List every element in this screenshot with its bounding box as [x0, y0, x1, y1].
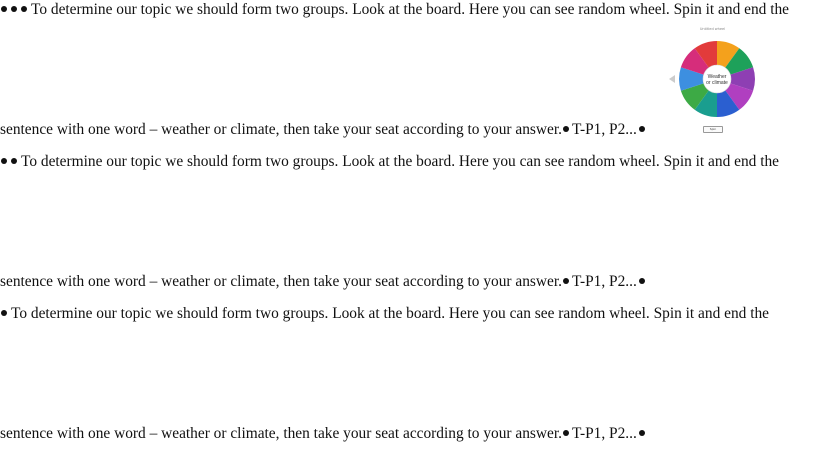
spin-button: Spin: [703, 126, 723, 133]
paragraph-tail: T-P1, P2...: [571, 121, 637, 138]
bullet-icon: [563, 278, 569, 284]
random-wheel-image: [665, 27, 760, 133]
paragraph-2-line-1: [0, 152, 779, 172]
bullet-icon: [11, 158, 17, 164]
paragraph-tail: T-P1, P2...: [571, 273, 637, 290]
wheel-center-text-2: or climate: [706, 80, 728, 86]
paragraph-3-line-1: [0, 304, 769, 324]
bullet-icon: [563, 126, 569, 132]
paragraph-text: To determine our topic we should form two groups. Look at the board. Here you can see random wheel. Spin it and end the: [31, 1, 789, 18]
paragraph-1-line-2: [0, 120, 645, 140]
wheel-graphic: [669, 35, 757, 123]
paragraph-text: To determine our topic we should form two groups. Look at the board. Here you can see random wheel. Spin it and end the: [21, 153, 779, 170]
paragraph-text: sentence with one word – weather or climate, then take your seat according to your answer.: [0, 425, 562, 442]
paragraph-tail: T-P1, P2...: [571, 425, 637, 442]
bullet-icon: [639, 278, 645, 284]
wheel-center-text-1: Weather: [707, 74, 727, 80]
bullet-icon: [1, 6, 7, 12]
paragraph-2-line-2: [0, 272, 645, 292]
bullet-icon: [11, 6, 17, 12]
wheel-title: Untitled wheel: [699, 27, 726, 31]
paragraph-text: To determine our topic we should form two groups. Look at the board. Here you can see random wheel. Spin it and end the: [11, 305, 769, 322]
paragraph-1-line-1: [0, 0, 789, 20]
bullet-icon: [21, 6, 27, 12]
bullet-icon: [1, 310, 7, 316]
wheel-pointer-icon: [669, 75, 675, 83]
paragraph-text: sentence with one word – weather or climate, then take your seat according to your answer.: [0, 121, 562, 138]
bullet-icon: [639, 126, 645, 132]
paragraph-text: sentence with one word – weather or climate, then take your seat according to your answer.: [0, 273, 562, 290]
bullet-icon: [639, 430, 645, 436]
paragraph-3-line-2: [0, 424, 645, 444]
bullet-icon: [1, 158, 7, 164]
bullet-icon: [563, 430, 569, 436]
